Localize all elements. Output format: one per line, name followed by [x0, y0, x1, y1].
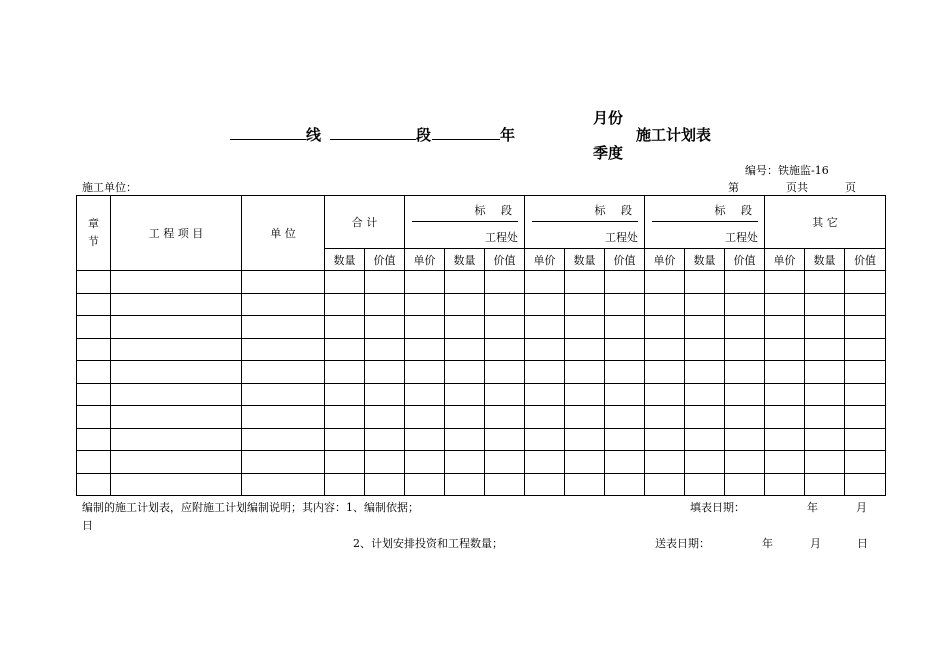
table-cell [365, 383, 405, 406]
table-cell [111, 361, 242, 384]
subheader-cell: 单价 [525, 249, 565, 271]
table-cell [485, 271, 525, 294]
table-cell [565, 428, 605, 451]
table-cell [725, 451, 765, 474]
table-cell [605, 271, 645, 294]
table-row [77, 361, 886, 384]
page-label: 第 [728, 181, 739, 194]
table-row [77, 473, 886, 496]
table-cell [325, 406, 365, 429]
table-cell [565, 293, 605, 316]
table-cell [485, 361, 525, 384]
table-cell [242, 338, 325, 361]
table-cell [765, 293, 805, 316]
table-cell [242, 361, 325, 384]
subheader-cell: 价值 [725, 249, 765, 271]
table-cell [805, 383, 845, 406]
subheader-cell: 数量 [325, 249, 365, 271]
table-cell [565, 383, 605, 406]
table-cell [765, 473, 805, 496]
table-cell [765, 383, 805, 406]
title-quarter-label: 季度 [593, 144, 624, 162]
table-cell [405, 383, 445, 406]
table-row [77, 293, 886, 316]
table-cell [485, 383, 525, 406]
table-cell [645, 293, 685, 316]
table-cell [605, 361, 645, 384]
table-cell [765, 361, 805, 384]
table-cell [365, 271, 405, 294]
table-row [77, 406, 886, 429]
header-chapter-1: 章 [88, 217, 99, 230]
table-cell [565, 406, 605, 429]
subheader-cell: 价值 [845, 249, 886, 271]
send-date-year: 年 [762, 537, 773, 550]
title-line-label: 线 [306, 126, 322, 144]
table-cell [111, 383, 242, 406]
table-cell [645, 316, 685, 339]
table-cell [445, 383, 485, 406]
table-cell [565, 338, 605, 361]
title-year-label: 年 [500, 126, 516, 144]
table-cell [645, 406, 685, 429]
segment-2-divider [532, 221, 638, 222]
table-cell [765, 316, 805, 339]
table-cell [605, 451, 645, 474]
construction-unit-label: 施工单位： [82, 181, 137, 194]
table-row [77, 383, 886, 406]
subheader-cell: 单价 [405, 249, 445, 271]
table-cell [405, 406, 445, 429]
table-row [77, 428, 886, 451]
table-cell [725, 383, 765, 406]
table-cell [111, 271, 242, 294]
table-cell [645, 271, 685, 294]
table-cell [605, 428, 645, 451]
table-cell [685, 451, 725, 474]
table-cell [485, 406, 525, 429]
table-cell [365, 361, 405, 384]
table-cell [725, 473, 765, 496]
table-cell [405, 451, 445, 474]
table-cell [242, 473, 325, 496]
title-blank-year [432, 124, 515, 145]
table-cell [242, 428, 325, 451]
table-row [77, 338, 886, 361]
table-cell [325, 293, 365, 316]
footer-note-2: 2、计划安排投资和工程数量； [353, 537, 503, 550]
table-cell [525, 361, 565, 384]
table-cell [111, 428, 242, 451]
table-cell [325, 428, 365, 451]
header-total: 合 计 [325, 196, 405, 249]
table-cell [445, 473, 485, 496]
table-cell [365, 338, 405, 361]
table-cell [845, 473, 886, 496]
table-cell [565, 271, 605, 294]
table-cell [405, 316, 445, 339]
send-date-day: 日 [857, 537, 868, 550]
table-cell [365, 428, 405, 451]
subheader-cell: 数量 [685, 249, 725, 271]
table-cell [445, 451, 485, 474]
table-row [77, 451, 886, 474]
table-cell [77, 451, 111, 474]
page-title: 施工计划表 [636, 126, 712, 144]
table-cell [565, 451, 605, 474]
segment-3-bottom: 工程处 [725, 231, 759, 244]
table-cell [605, 293, 645, 316]
table-cell [765, 271, 805, 294]
table-cell [525, 293, 565, 316]
table-cell [405, 271, 445, 294]
table-cell [111, 473, 242, 496]
table-cell [685, 473, 725, 496]
header-chapter [77, 196, 111, 271]
title-blank-line [230, 124, 321, 145]
table-cell [525, 428, 565, 451]
segment-3-top: 标 段 [714, 204, 759, 217]
table-cell [445, 293, 485, 316]
table-cell [685, 361, 725, 384]
table-cell [685, 271, 725, 294]
table-cell [445, 428, 485, 451]
table-cell [605, 338, 645, 361]
table-cell [485, 293, 525, 316]
table-cell [77, 293, 111, 316]
table-cell [77, 316, 111, 339]
fill-date-label: 填表日期： [690, 501, 745, 514]
header-segment-1 [405, 196, 525, 249]
table-cell [845, 406, 886, 429]
table-cell [405, 361, 445, 384]
header-segment-2 [525, 196, 645, 249]
table-cell [765, 451, 805, 474]
table-cell [77, 361, 111, 384]
table-cell [111, 293, 242, 316]
table-cell [445, 338, 485, 361]
table-cell [325, 451, 365, 474]
table-cell [645, 451, 685, 474]
title-section-label: 段 [416, 126, 432, 144]
table-cell [242, 271, 325, 294]
table-cell [242, 451, 325, 474]
table-cell [325, 338, 365, 361]
table-cell [525, 338, 565, 361]
table-cell [365, 451, 405, 474]
table-cell [805, 473, 845, 496]
table-cell [805, 316, 845, 339]
table-cell [805, 406, 845, 429]
table-cell [725, 361, 765, 384]
segment-1-top: 标 段 [474, 204, 519, 217]
table-cell [605, 473, 645, 496]
table-cell [77, 271, 111, 294]
page-end-label: 页 [845, 181, 856, 194]
table-cell [805, 451, 845, 474]
table-cell [365, 316, 405, 339]
table-cell [445, 271, 485, 294]
segment-2-top: 标 段 [594, 204, 639, 217]
table-cell [242, 293, 325, 316]
segment-1-divider [412, 221, 518, 222]
table-cell [845, 271, 886, 294]
table-cell [845, 383, 886, 406]
table-cell [845, 316, 886, 339]
table-cell [485, 451, 525, 474]
table-cell [77, 338, 111, 361]
table-cell [405, 293, 445, 316]
table-cell [765, 428, 805, 451]
table-cell [405, 428, 445, 451]
table-cell [605, 383, 645, 406]
title-month-label: 月份 [593, 109, 624, 127]
table-cell [525, 383, 565, 406]
table-row [77, 271, 886, 294]
table-cell [325, 271, 365, 294]
header-chapter-2: 节 [88, 235, 99, 248]
table-cell [325, 361, 365, 384]
table-cell [525, 451, 565, 474]
table-cell [111, 406, 242, 429]
table-cell [525, 473, 565, 496]
table-cell [365, 406, 405, 429]
fill-date-day: 日 [82, 519, 93, 532]
table-cell [325, 316, 365, 339]
subheader-cell: 数量 [805, 249, 845, 271]
table-cell [605, 406, 645, 429]
table-cell [242, 406, 325, 429]
fill-date-month: 月 [856, 501, 867, 514]
table-cell [485, 316, 525, 339]
subheader-cell: 单价 [765, 249, 805, 271]
header-other: 其 它 [765, 196, 886, 249]
header-item: 工 程 项 目 [111, 196, 242, 271]
table-cell [805, 293, 845, 316]
table-cell [805, 271, 845, 294]
table-cell [725, 316, 765, 339]
table-cell [725, 293, 765, 316]
table-cell [242, 316, 325, 339]
table-cell [111, 451, 242, 474]
table-cell [685, 338, 725, 361]
segment-1-bottom: 工程处 [485, 231, 519, 244]
table-cell [445, 361, 485, 384]
table-cell [485, 428, 525, 451]
table-cell [725, 338, 765, 361]
header-unit: 单 位 [242, 196, 325, 271]
table-cell [845, 361, 886, 384]
table-cell [525, 271, 565, 294]
table-cell [845, 428, 886, 451]
table-cell [485, 338, 525, 361]
table-cell [725, 271, 765, 294]
table-cell [77, 473, 111, 496]
table-cell [765, 406, 805, 429]
fill-date-year: 年 [807, 501, 818, 514]
table-cell [485, 473, 525, 496]
table-cell [565, 473, 605, 496]
table-cell [111, 338, 242, 361]
table-cell [325, 383, 365, 406]
table-cell [845, 338, 886, 361]
subheader-cell: 价值 [605, 249, 645, 271]
table-cell [525, 406, 565, 429]
table-cell [405, 473, 445, 496]
footer-note-1: 编制的施工计划表，应附施工计划编制说明；其内容：1、编制依据； [82, 501, 419, 514]
table-cell [685, 293, 725, 316]
table-cell [405, 338, 445, 361]
table-cell [645, 428, 685, 451]
table-cell [77, 428, 111, 451]
subheader-cell: 价值 [365, 249, 405, 271]
subheader-cell: 单价 [645, 249, 685, 271]
subheader-cell: 价值 [485, 249, 525, 271]
table-cell [725, 406, 765, 429]
table-cell [845, 293, 886, 316]
form-number: 编号：铁施监-16 [745, 164, 829, 177]
table-cell [111, 316, 242, 339]
header-segment-3 [645, 196, 765, 249]
table-cell [805, 361, 845, 384]
table-cell [805, 428, 845, 451]
table-cell [685, 428, 725, 451]
table-cell [645, 338, 685, 361]
send-date-month: 月 [810, 537, 821, 550]
table-cell [525, 316, 565, 339]
table-cell [645, 383, 685, 406]
table-cell [605, 316, 645, 339]
table-cell [765, 338, 805, 361]
table-cell [365, 473, 405, 496]
title-blank-section [330, 124, 431, 145]
table-cell [565, 361, 605, 384]
table-cell [685, 383, 725, 406]
table-cell [325, 473, 365, 496]
send-date-label: 送表日期： [655, 537, 710, 550]
table-cell [645, 473, 685, 496]
table-cell [565, 316, 605, 339]
table-cell [725, 428, 765, 451]
table-cell [445, 406, 485, 429]
table-cell [685, 316, 725, 339]
table-cell [845, 451, 886, 474]
table-cell [645, 361, 685, 384]
table-row [77, 316, 886, 339]
table-cell [685, 406, 725, 429]
table-cell [445, 316, 485, 339]
table-cell [77, 383, 111, 406]
segment-3-divider [652, 221, 758, 222]
subheader-cell: 数量 [445, 249, 485, 271]
segment-2-bottom: 工程处 [605, 231, 639, 244]
subheader-cell: 数量 [565, 249, 605, 271]
table-cell [805, 338, 845, 361]
page-total-label: 页共 [786, 181, 808, 194]
plan-table [76, 195, 886, 496]
table-cell [242, 383, 325, 406]
table-cell [365, 293, 405, 316]
table-cell [77, 406, 111, 429]
